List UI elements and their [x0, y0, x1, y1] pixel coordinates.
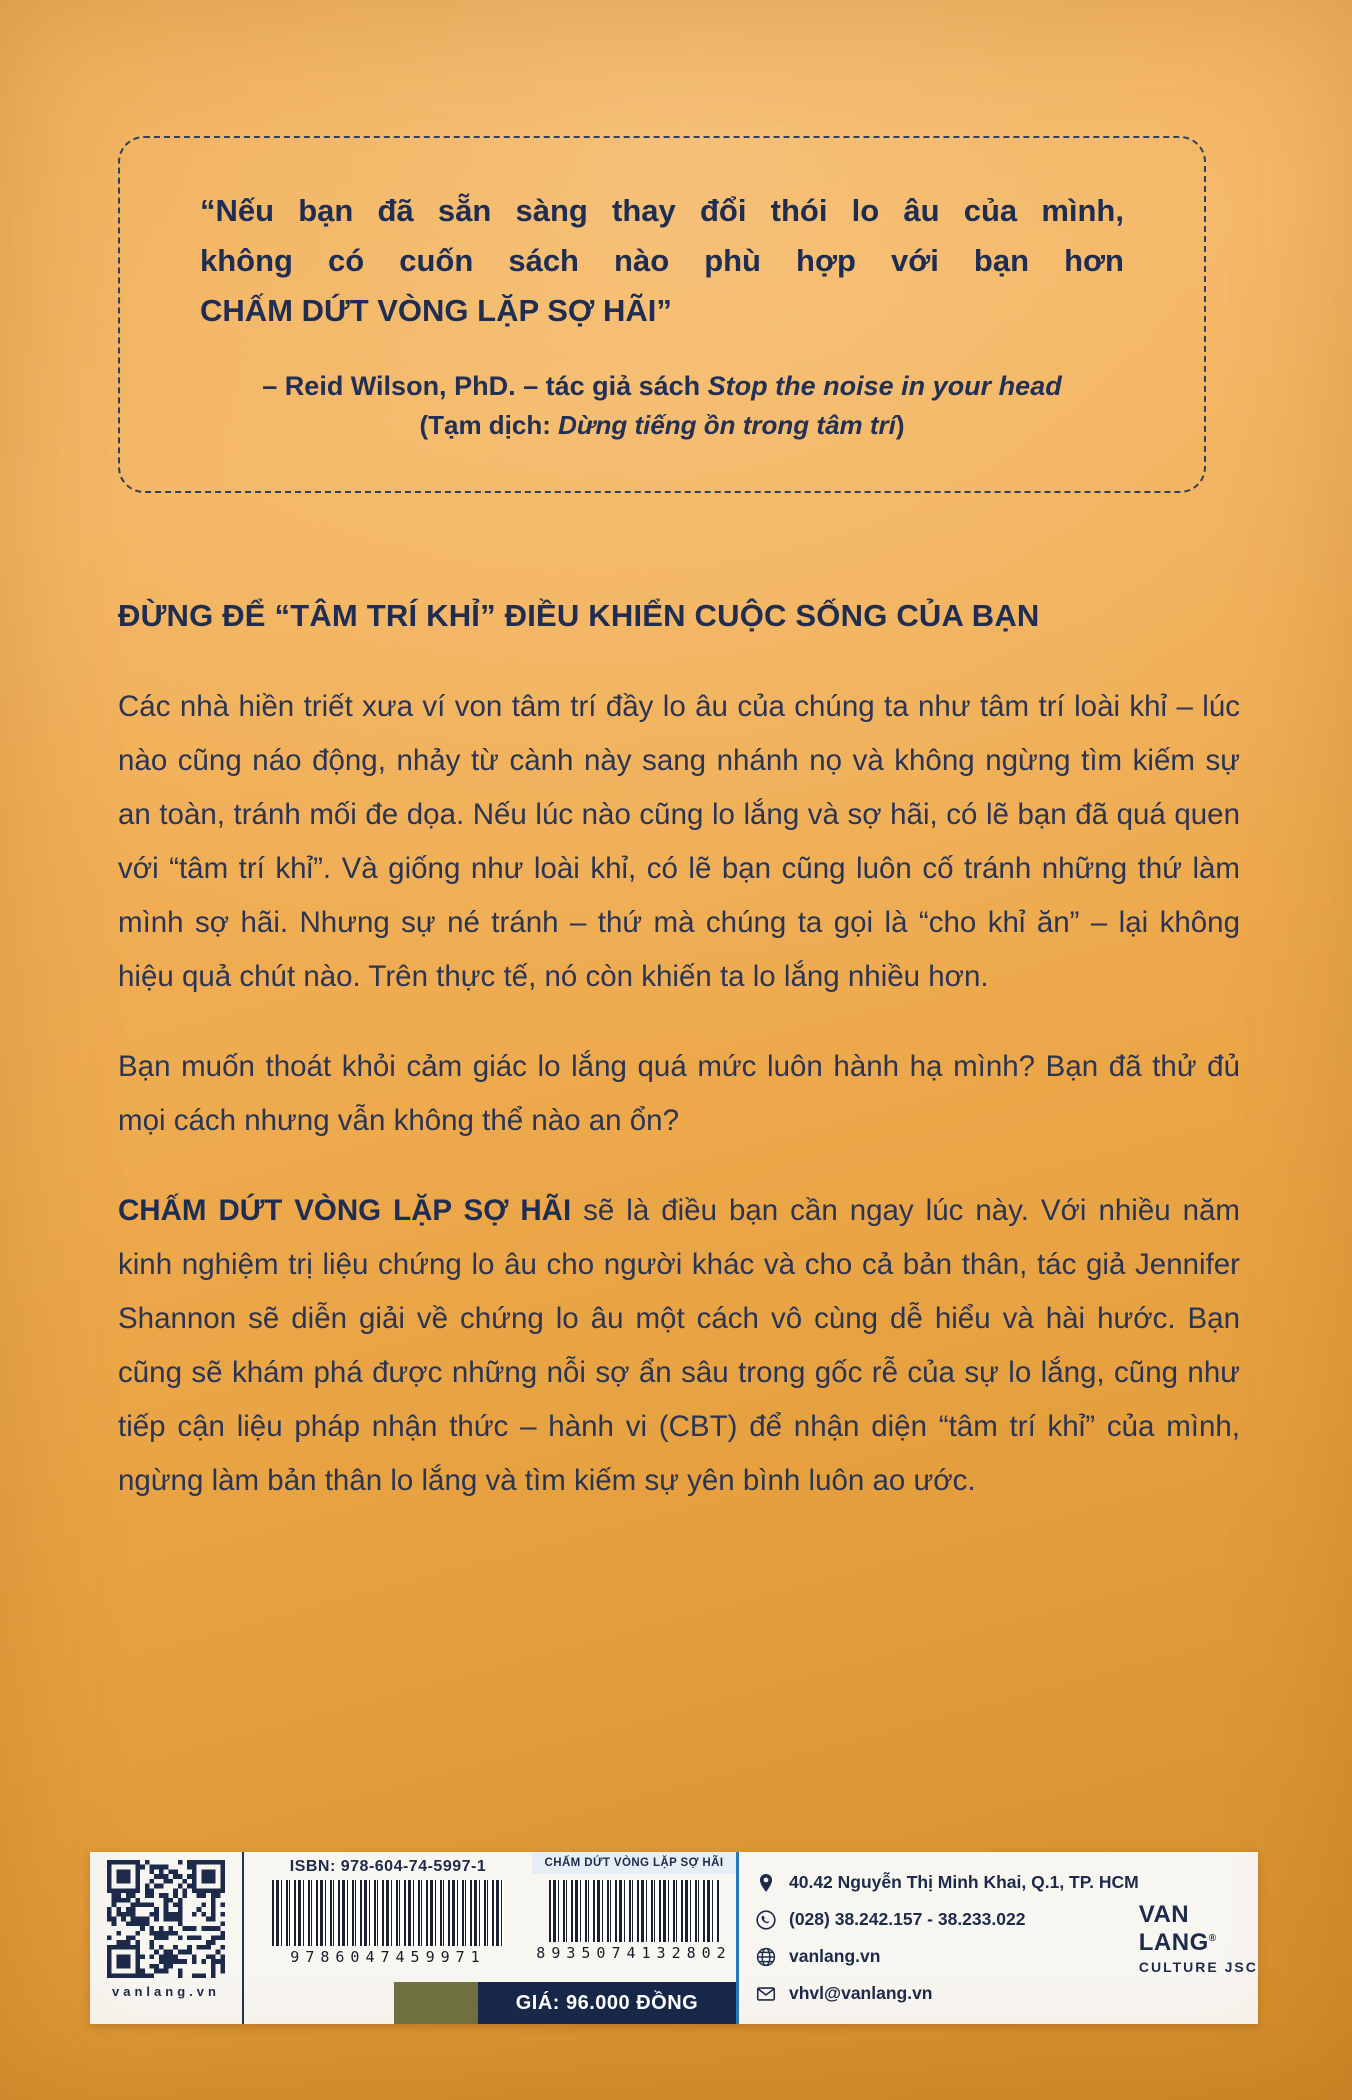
product-barcode-block [532, 1852, 736, 1982]
publisher-contact-block [739, 1852, 1139, 2024]
olive-color-block [394, 1982, 478, 2024]
section-heading: ĐỪNG ĐỂ “TÂM TRÍ KHỈ” ĐIỀU KHIỂN CUỘC SỐNG CỦA BẠN [118, 598, 1040, 633]
paragraph-3 [118, 1184, 1240, 1508]
endorsement-quote-box [118, 136, 1206, 493]
publisher-logo-name [1139, 1901, 1258, 1957]
publisher-logo [1139, 1852, 1258, 2024]
qr-code-block [90, 1852, 242, 2024]
price-row [244, 1982, 736, 2024]
publisher-website: vanlang.vn [789, 1946, 881, 1966]
contact-address-row [755, 1872, 1139, 1894]
product-barcode-digits: 8935074132802 [536, 1944, 732, 1962]
publisher-phone: (028) 38.242.157 - 38.233.022 [789, 1909, 1026, 1929]
phone-icon [755, 1909, 777, 1931]
location-pin-icon [755, 1872, 777, 1894]
paragraph-2-text: Bạn muốn thoát khỏi cảm giác lo lắng quá mức luôn hành hạ mình? Bạn đã thử đủ mọi cách nhưng vẫn không thể nào an ổn? [118, 1049, 1240, 1137]
paragraph-1-text: Các nhà hiền triết xưa ví von tâm trí đầy lo âu của chúng ta như tâm trí loài khỉ – lúc nào cũng náo động, nhảy từ cành này sang nhánh nọ và không ngừng tìm kiếm sự an toàn, tránh mối đe dọa. Nếu lúc nào cũng lo lắng và sợ hãi, có lẽ bạn đã quá quen với “tâm trí khỉ”. Và giống như loài khỉ, có lẽ bạn cũng luôn cố tránh những thứ làm mình sợ hãi. Nhưng sự né tránh – thứ mà chúng ta gọi là “cho khỉ ăn” – lại không hiệu quả chút nào. Trên thực tế, nó còn khiến ta lo lắng nhiều hơn. [118, 690, 1240, 993]
isbn-label: ISBN: 978-604-74-5997-1 [289, 1858, 487, 1875]
barcode-ean13-digits: 9786047459971 [290, 1948, 486, 1966]
quote-line-2: không có cuốn sách nào phù hợp với bạn hơn [200, 243, 1124, 279]
translation-prefix: (Tạm dịch: [419, 409, 559, 440]
publisher-email: vhvl@vanlang.vn [789, 1983, 933, 2003]
globe-icon [755, 1946, 777, 1968]
paragraph-3-lead: CHẤM DỨT VÒNG LẶP SỢ HÃI [118, 1193, 572, 1227]
qr-code-icon [107, 1860, 225, 1978]
isbn-block [244, 1852, 532, 1982]
price-bar: GIÁ: 96.000 ĐỒNG [478, 1982, 736, 2024]
product-barcode [549, 1880, 719, 1942]
barcode-ean13 [272, 1880, 504, 1946]
quote-line-3: CHẤM DỨT VÒNG LẶP SỢ HÃI” [200, 293, 672, 329]
publisher-logo-subtitle: CULTURE JSC [1138, 1959, 1258, 1975]
paragraph-3-text: sẽ là điều bạn cần ngay lúc này. Với nhiều năm kinh nghiệm trị liệu chứng lo âu cho người khác và cho cả bản thân, tác giả Jennifer Shannon sẽ diễn giải về chứng lo âu một cách vô cùng dễ hiểu và hài hước. Bạn cũng sẽ khám phá được những nỗi sợ ẩn sâu trong gốc rễ của sự lo lắng, cũng như tiếp cận liệu pháp nhận thức – hành vi (CBT) để nhận diện “tâm trí khỉ” của mình, ngừng làm bản thân lo lắng và tìm kiếm sự yên bình luôn ao ước. [118, 1193, 1240, 1497]
back-cover-copy [118, 680, 1240, 1508]
attribution-book-title: Stop the noise in your head [707, 370, 1062, 401]
contact-phone-row [755, 1909, 1139, 1931]
price-row-spacer [244, 1982, 394, 2024]
contact-email-row [755, 1983, 1139, 2005]
barcode-section [244, 1852, 736, 2024]
registered-mark: ® [1208, 1933, 1217, 1944]
contact-website-row [755, 1946, 1139, 1968]
logo-text: VAN LANG [1138, 1901, 1209, 1956]
translation-suffix: ) [895, 409, 905, 440]
quote-line-1: “Nếu bạn đã sẵn sàng thay đổi thói lo âu của mình, [200, 193, 1124, 228]
product-barcode-title: CHẤM DỨT VÒNG LẶP SỢ HÃI [532, 1852, 736, 1874]
paragraph-2 [118, 1040, 1240, 1148]
envelope-icon [755, 1983, 777, 2005]
quote-attribution-translation [200, 410, 1124, 441]
paragraph-1 [118, 680, 1240, 1004]
barcode-row [244, 1852, 736, 1982]
attribution-text: – Reid Wilson, PhD. – tác giả sách [262, 370, 708, 401]
translation-title: Dừng tiếng ồn trong tâm trí [558, 409, 896, 440]
qr-label: vanlang.vn [112, 1984, 220, 1999]
footer-barcode-strip [90, 1852, 1258, 2024]
publisher-address: 40.42 Nguyễn Thị Minh Khai, Q.1, TP. HCM [789, 1872, 1139, 1892]
quote-attribution [200, 371, 1124, 402]
